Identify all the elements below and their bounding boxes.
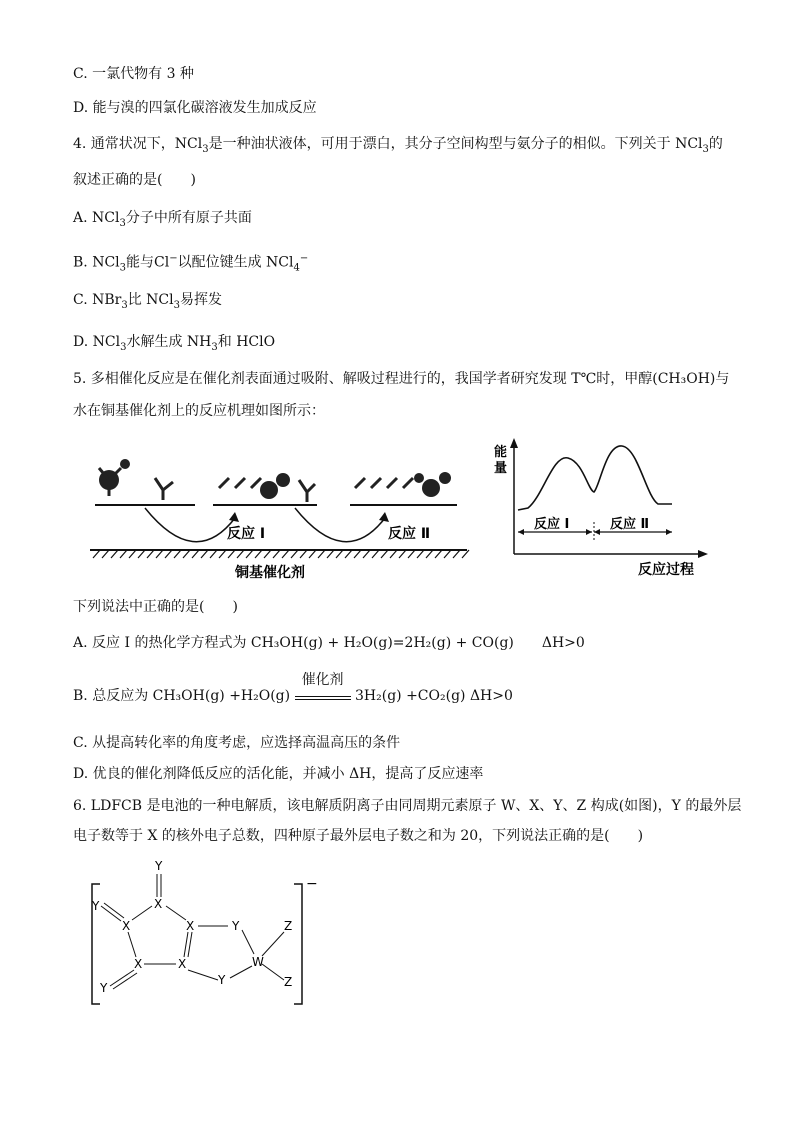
svg-text:X: X <box>122 919 131 933</box>
catalyst-label: 铜基催化剂 <box>235 565 305 581</box>
q5-option-a: A. 反应 Ⅰ 的热化学方程式为 CH₃OH(g) + H₂O(g)=2H₂(g) + CO(g) ΔH>0 <box>73 635 585 651</box>
anion-structure-figure <box>88 858 328 1008</box>
q3-option-d: D. 能与溴的四氯化碳溶液发生加成反应 <box>73 100 317 116</box>
q5-option-d: D. 优良的催化剂降低反应的活化能，并减小 ΔH，提高了反应速率 <box>73 766 484 782</box>
q4-stem-line1: 4. 通常状况下，NCl$_3$是一种油状液体，可用于漂白，其分子空间构型与氨分子的相似。下列关于 NCl$_3$的 <box>73 136 723 155</box>
reaction-2-label: 反应 Ⅱ <box>388 526 431 542</box>
q5-option-b: B. 总反应为 CH₃OH(g) +H₂O(g) 催化剂 3H₂(g) +CO₂(g) ΔH>0 <box>73 672 513 704</box>
water-molecule-icon-2 <box>299 480 315 502</box>
co-molecule-icon <box>260 473 290 499</box>
svg-text:Z: Z <box>284 919 293 933</box>
stage-1-label: 反应 Ⅰ <box>534 517 570 532</box>
svg-text:Y: Y <box>218 973 226 987</box>
svg-text:Y: Y <box>232 919 240 933</box>
water-molecule-icon <box>155 478 173 500</box>
svg-text:X: X <box>154 897 163 911</box>
svg-text:W: W <box>252 955 264 969</box>
q5-stem-line1: 5. 多相催化反应是在催化剂表面通过吸附、解吸过程进行的，我国学者研究发现 T℃时，甲醇(CH₃OH)与 <box>73 371 730 387</box>
q5-question: 下列说法中正确的是( ) <box>73 599 238 615</box>
q4-option-d: D. NCl$_3$水解生成 $NH_3$和 HClO <box>73 334 276 353</box>
q5-stem-line2: 水在铜基催化剂上的反应机理如图所示： <box>73 403 325 419</box>
q4-stem-line2: 叙述正确的是( ) <box>73 172 196 188</box>
svg-text:Y: Y <box>92 899 100 913</box>
q6-stem-line2: 电子数等于 X 的核外电子总数，四种原子最外层电子数之和为 20，下列说法正确的是( ) <box>73 828 644 844</box>
svg-text:Z: Z <box>284 975 293 989</box>
q6-stem-line1: 6. LDFCB 是电池的一种电解质，该电解质阴离子由同周期元素原子 W、X、Y、Z 构成(如图)，Y 的最外层 <box>73 798 742 814</box>
methanol-molecule-icon <box>99 459 130 496</box>
anion-charge: − <box>306 876 318 892</box>
q3-option-c: C. 一氯代物有 3 种 <box>73 66 194 82</box>
hydrogen-molecules-icon-2 <box>355 478 413 488</box>
catalyst-surface <box>93 550 469 558</box>
svg-text:X: X <box>134 957 143 971</box>
energy-axis-label-2: 量 <box>494 461 508 476</box>
co2-molecule-icon <box>414 472 451 497</box>
energy-axis-label-1: 能 <box>494 445 508 460</box>
q4-option-b: B. NCl$_3$能与Cl−以配位键生成 NCl$_4$− <box>73 253 309 274</box>
stage-2-label: 反应 Ⅱ <box>610 517 650 532</box>
q5-option-c: C. 从提高转化率的角度考虑，应选择高温高压的条件 <box>73 735 401 751</box>
reaction-1-label: 反应 Ⅰ <box>227 526 266 542</box>
q4-option-a: A. NCl$_3$分子中所有原子共面 <box>73 210 252 229</box>
hydrogen-molecule-icon <box>219 478 261 488</box>
q4-option-c: C. NBr$_3$比 NCl$_3$易挥发 <box>73 292 222 311</box>
svg-text:Y: Y <box>100 981 108 995</box>
svg-text:X: X <box>178 957 187 971</box>
structure-atoms <box>91 859 292 995</box>
catalyst-condition-arrow: 催化剂 <box>295 692 351 700</box>
energy-profile-figure <box>488 436 710 581</box>
svg-text:Y: Y <box>155 859 163 873</box>
x-axis-label: 反应过程 <box>638 562 694 578</box>
svg-text:X: X <box>186 919 195 933</box>
catalyst-mechanism-figure <box>85 440 475 585</box>
